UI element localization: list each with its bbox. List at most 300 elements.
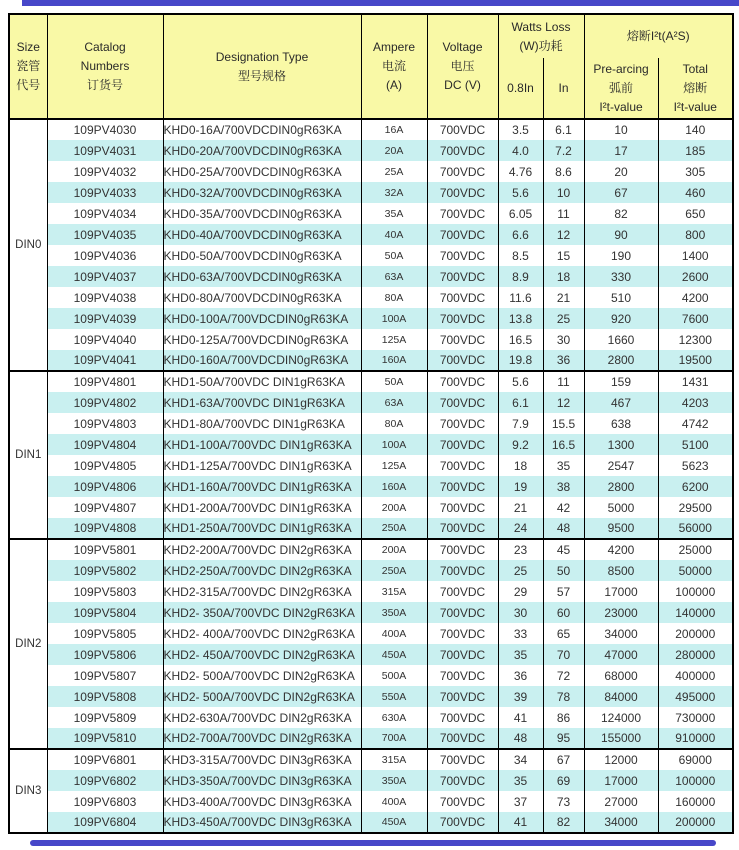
cell-voltage: 700VDC	[427, 329, 498, 350]
header-total-en: Total	[682, 61, 708, 76]
cell-voltage: 700VDC	[427, 224, 498, 245]
cell-watts-in: 57	[543, 581, 584, 602]
cell-total-i2t: 100000	[658, 770, 733, 791]
cell-voltage: 700VDC	[427, 161, 498, 182]
cell-total-i2t: 56000	[658, 518, 733, 539]
header-voltage-zh: 电压	[450, 59, 475, 73]
cell-voltage: 700VDC	[427, 623, 498, 644]
table-row	[9, 812, 733, 833]
cell-watts-in: 48	[543, 518, 584, 539]
cell-total-i2t: 5100	[658, 434, 733, 455]
cell-total-i2t: 305	[658, 161, 733, 182]
header-i2t	[584, 14, 733, 58]
cell-total-i2t: 4742	[658, 413, 733, 434]
cell-catalog: 109PV5803	[47, 581, 163, 602]
cell-prearcing-i2t: 17000	[584, 770, 658, 791]
header-catalog-l2: Numbers	[80, 59, 130, 73]
cell-total-i2t: 7600	[658, 308, 733, 329]
cell-total-i2t: 140	[658, 119, 733, 140]
cell-total-i2t: 4200	[658, 287, 733, 308]
cell-watts-in: 60	[543, 602, 584, 623]
cell-designation: KHD2-200A/700VDC DIN2gR63KA	[163, 539, 361, 560]
cell-total-i2t: 6200	[658, 476, 733, 497]
cell-total-i2t: 5623	[658, 455, 733, 476]
cell-catalog: 109PV4037	[47, 266, 163, 287]
cell-prearcing-i2t: 190	[584, 245, 658, 266]
cell-voltage: 700VDC	[427, 560, 498, 581]
header-watts-08in-label: 0.8In	[507, 80, 534, 95]
cell-catalog: 109PV4038	[47, 287, 163, 308]
cell-prearcing-i2t: 1300	[584, 434, 658, 455]
cell-ampere: 125A	[361, 455, 427, 476]
table-row	[9, 245, 733, 266]
cell-voltage: 700VDC	[427, 371, 498, 392]
cell-ampere: 160A	[361, 476, 427, 497]
cell-catalog: 109PV5810	[47, 728, 163, 749]
cell-voltage: 700VDC	[427, 728, 498, 749]
table-row	[9, 182, 733, 203]
cell-prearcing-i2t: 2547	[584, 455, 658, 476]
cell-ampere: 50A	[361, 371, 427, 392]
cell-prearcing-i2t: 34000	[584, 812, 658, 833]
table-row	[9, 434, 733, 455]
cell-prearcing-i2t: 4200	[584, 539, 658, 560]
cell-catalog: 109PV4033	[47, 182, 163, 203]
table-row	[9, 665, 733, 686]
cell-voltage: 700VDC	[427, 119, 498, 140]
cell-designation: KHD0-16A/700VDCDIN0gR63KA	[163, 119, 361, 140]
cell-voltage: 700VDC	[427, 539, 498, 560]
cell-watts-08in: 6.05	[498, 203, 543, 224]
cell-ampere: 100A	[361, 308, 427, 329]
cell-designation: KHD2- 450A/700VDC DIN2gR63KA	[163, 644, 361, 665]
cell-designation: KHD2- 500A/700VDC DIN2gR63KA	[163, 686, 361, 707]
cell-total-i2t: 29500	[658, 497, 733, 518]
cell-catalog: 109PV4035	[47, 224, 163, 245]
cell-voltage: 700VDC	[427, 203, 498, 224]
cell-watts-in: 35	[543, 455, 584, 476]
cell-ampere: 63A	[361, 392, 427, 413]
cell-watts-08in: 18	[498, 455, 543, 476]
cell-watts-08in: 6.1	[498, 392, 543, 413]
cell-total-i2t: 200000	[658, 623, 733, 644]
cell-watts-in: 15.5	[543, 413, 584, 434]
cell-designation: KHD1-125A/700VDC DIN1gR63KA	[163, 455, 361, 476]
header-watts-loss	[498, 14, 584, 58]
cell-total-i2t: 160000	[658, 791, 733, 812]
cell-watts-08in: 5.6	[498, 371, 543, 392]
cell-ampere: 160A	[361, 350, 427, 371]
cell-catalog: 109PV5802	[47, 560, 163, 581]
header-watts-in	[543, 58, 584, 119]
header-watts-en: Watts Loss	[511, 19, 571, 34]
table-row	[9, 161, 733, 182]
cell-prearcing-i2t: 920	[584, 308, 658, 329]
cell-prearcing-i2t: 23000	[584, 602, 658, 623]
cell-prearcing-i2t: 638	[584, 413, 658, 434]
cell-watts-in: 15	[543, 245, 584, 266]
table-header	[9, 14, 733, 119]
cell-catalog: 109PV4807	[47, 497, 163, 518]
cell-total-i2t: 4203	[658, 392, 733, 413]
cell-catalog: 109PV4032	[47, 161, 163, 182]
header-prearcing	[584, 58, 658, 119]
header-ampere-en: Ampere	[372, 40, 416, 54]
table-row	[9, 308, 733, 329]
header-watts-in-label: In	[558, 80, 569, 95]
cell-watts-in: 86	[543, 707, 584, 728]
cell-voltage: 700VDC	[427, 812, 498, 833]
cell-watts-08in: 30	[498, 602, 543, 623]
cell-catalog: 109PV6801	[47, 749, 163, 770]
cell-prearcing-i2t: 2800	[584, 476, 658, 497]
cell-watts-in: 18	[543, 266, 584, 287]
cell-designation: KHD1-80A/700VDC DIN1gR63KA	[163, 413, 361, 434]
cell-watts-in: 21	[543, 287, 584, 308]
fuse-table-container	[8, 13, 734, 834]
cell-catalog: 109PV5806	[47, 644, 163, 665]
table-row	[9, 413, 733, 434]
cell-designation: KHD1-200A/700VDC DIN1gR63KA	[163, 497, 361, 518]
cell-ampere: 400A	[361, 791, 427, 812]
cell-watts-in: 8.6	[543, 161, 584, 182]
header-total-unit: I²t-value	[673, 99, 717, 114]
cell-prearcing-i2t: 2800	[584, 350, 658, 371]
cell-catalog: 109PV4805	[47, 455, 163, 476]
header-prearcing-en: Pre-arcing	[593, 61, 649, 76]
fuse-spec-table	[8, 13, 734, 834]
cell-ampere: 200A	[361, 497, 427, 518]
cell-ampere: 63A	[361, 266, 427, 287]
cell-watts-in: 50	[543, 560, 584, 581]
table-row	[9, 224, 733, 245]
cell-catalog: 109PV5805	[47, 623, 163, 644]
cell-prearcing-i2t: 330	[584, 266, 658, 287]
cell-size-group: DIN2	[9, 539, 47, 749]
table-row	[9, 749, 733, 770]
cell-ampere: 315A	[361, 581, 427, 602]
cell-watts-08in: 21	[498, 497, 543, 518]
table-row	[9, 707, 733, 728]
cell-voltage: 700VDC	[427, 644, 498, 665]
cell-watts-08in: 7.9	[498, 413, 543, 434]
cell-catalog: 109PV4041	[47, 350, 163, 371]
cell-prearcing-i2t: 467	[584, 392, 658, 413]
cell-watts-08in: 34	[498, 749, 543, 770]
cell-designation: KHD0-100A/700VDCDIN0gR63KA	[163, 308, 361, 329]
cell-voltage: 700VDC	[427, 518, 498, 539]
cell-ampere: 125A	[361, 329, 427, 350]
header-i2t-title: 熔断I²t(A²S)	[626, 29, 690, 43]
bottom-accent-bar	[30, 840, 716, 846]
cell-prearcing-i2t: 90	[584, 224, 658, 245]
cell-catalog: 109PV4808	[47, 518, 163, 539]
cell-prearcing-i2t: 84000	[584, 686, 658, 707]
cell-total-i2t: 50000	[658, 560, 733, 581]
cell-watts-08in: 19	[498, 476, 543, 497]
cell-watts-in: 82	[543, 812, 584, 833]
cell-watts-in: 67	[543, 749, 584, 770]
cell-designation: KHD0-50A/700VDCDIN0gR63KA	[163, 245, 361, 266]
cell-voltage: 700VDC	[427, 392, 498, 413]
table-row	[9, 371, 733, 392]
cell-designation: KHD2-630A/700VDC DIN2gR63KA	[163, 707, 361, 728]
cell-designation: KHD1-160A/700VDC DIN1gR63KA	[163, 476, 361, 497]
cell-designation: KHD0-125A/700VDCDIN0gR63KA	[163, 329, 361, 350]
cell-watts-08in: 8.5	[498, 245, 543, 266]
cell-total-i2t: 495000	[658, 686, 733, 707]
cell-catalog: 109PV4031	[47, 140, 163, 161]
cell-prearcing-i2t: 20	[584, 161, 658, 182]
cell-catalog: 109PV4039	[47, 308, 163, 329]
cell-voltage: 700VDC	[427, 770, 498, 791]
cell-catalog: 109PV5804	[47, 602, 163, 623]
cell-prearcing-i2t: 47000	[584, 644, 658, 665]
table-row	[9, 560, 733, 581]
table-row	[9, 770, 733, 791]
cell-designation: KHD2-250A/700VDC DIN2gR63KA	[163, 560, 361, 581]
cell-ampere: 500A	[361, 665, 427, 686]
header-watts-zh: (W)功耗	[519, 38, 563, 53]
cell-size-group: DIN3	[9, 749, 47, 833]
table-row	[9, 518, 733, 539]
header-designation-zh: 型号规格	[237, 68, 286, 83]
cell-watts-08in: 29	[498, 581, 543, 602]
cell-watts-in: 72	[543, 665, 584, 686]
cell-watts-in: 30	[543, 329, 584, 350]
cell-total-i2t: 69000	[658, 749, 733, 770]
cell-total-i2t: 1431	[658, 371, 733, 392]
cell-prearcing-i2t: 8500	[584, 560, 658, 581]
cell-watts-08in: 8.9	[498, 266, 543, 287]
table-row	[9, 644, 733, 665]
cell-ampere: 450A	[361, 644, 427, 665]
cell-catalog: 109PV5807	[47, 665, 163, 686]
cell-prearcing-i2t: 82	[584, 203, 658, 224]
cell-voltage: 700VDC	[427, 707, 498, 728]
cell-ampere: 250A	[361, 518, 427, 539]
cell-watts-in: 16.5	[543, 434, 584, 455]
header-catalog-zh: 订货号	[86, 78, 123, 92]
cell-catalog: 109PV4034	[47, 203, 163, 224]
table-row	[9, 602, 733, 623]
header-designation-en: Designation Type	[215, 49, 309, 64]
cell-prearcing-i2t: 10	[584, 119, 658, 140]
cell-ampere: 25A	[361, 161, 427, 182]
header-ampere-unit: (A)	[386, 78, 402, 92]
cell-voltage: 700VDC	[427, 434, 498, 455]
cell-watts-08in: 5.6	[498, 182, 543, 203]
header-size-en: Size	[16, 40, 40, 54]
cell-designation: KHD2-700A/700VDC DIN2gR63KA	[163, 728, 361, 749]
cell-voltage: 700VDC	[427, 581, 498, 602]
cell-size-group: DIN0	[9, 119, 47, 371]
cell-prearcing-i2t: 5000	[584, 497, 658, 518]
cell-voltage: 700VDC	[427, 476, 498, 497]
cell-designation: KHD3-400A/700VDC DIN3gR63KA	[163, 791, 361, 812]
cell-catalog: 109PV4806	[47, 476, 163, 497]
cell-ampere: 32A	[361, 182, 427, 203]
cell-catalog: 109PV4804	[47, 434, 163, 455]
table-row	[9, 497, 733, 518]
cell-ampere: 400A	[361, 623, 427, 644]
table-row	[9, 392, 733, 413]
top-accent-bar	[22, 0, 739, 6]
cell-designation: KHD2- 350A/700VDC DIN2gR63KA	[163, 602, 361, 623]
table-row	[9, 266, 733, 287]
cell-voltage: 700VDC	[427, 413, 498, 434]
cell-watts-08in: 4.76	[498, 161, 543, 182]
header-total-zh: 熔断	[683, 80, 708, 95]
cell-designation: KHD3-315A/700VDC DIN3gR63KA	[163, 749, 361, 770]
cell-watts-08in: 33	[498, 623, 543, 644]
cell-watts-in: 10	[543, 182, 584, 203]
header-size-zh2: 代号	[16, 78, 41, 92]
cell-voltage: 700VDC	[427, 686, 498, 707]
cell-total-i2t: 460	[658, 182, 733, 203]
cell-prearcing-i2t: 12000	[584, 749, 658, 770]
cell-prearcing-i2t: 510	[584, 287, 658, 308]
table-row	[9, 350, 733, 371]
cell-ampere: 450A	[361, 812, 427, 833]
cell-prearcing-i2t: 1660	[584, 329, 658, 350]
cell-size-group: DIN1	[9, 371, 47, 539]
header-total	[658, 58, 733, 119]
cell-watts-in: 6.1	[543, 119, 584, 140]
cell-watts-08in: 37	[498, 791, 543, 812]
header-watts-08in	[498, 58, 543, 119]
cell-total-i2t: 12300	[658, 329, 733, 350]
table-row	[9, 791, 733, 812]
cell-watts-08in: 36	[498, 665, 543, 686]
cell-watts-08in: 39	[498, 686, 543, 707]
cell-total-i2t: 140000	[658, 602, 733, 623]
cell-watts-08in: 9.2	[498, 434, 543, 455]
cell-total-i2t: 650	[658, 203, 733, 224]
cell-catalog: 109PV5801	[47, 539, 163, 560]
cell-total-i2t: 280000	[658, 644, 733, 665]
cell-prearcing-i2t: 27000	[584, 791, 658, 812]
cell-voltage: 700VDC	[427, 266, 498, 287]
cell-ampere: 250A	[361, 560, 427, 581]
cell-ampere: 700A	[361, 728, 427, 749]
cell-catalog: 109PV4030	[47, 119, 163, 140]
cell-total-i2t: 1400	[658, 245, 733, 266]
cell-voltage: 700VDC	[427, 497, 498, 518]
cell-catalog: 109PV4803	[47, 413, 163, 434]
cell-voltage: 700VDC	[427, 749, 498, 770]
cell-watts-in: 45	[543, 539, 584, 560]
cell-total-i2t: 800	[658, 224, 733, 245]
cell-prearcing-i2t: 34000	[584, 623, 658, 644]
cell-prearcing-i2t: 124000	[584, 707, 658, 728]
header-voltage	[427, 14, 498, 119]
header-ampere	[361, 14, 427, 119]
cell-total-i2t: 100000	[658, 581, 733, 602]
table-row	[9, 728, 733, 749]
cell-voltage: 700VDC	[427, 245, 498, 266]
cell-watts-08in: 35	[498, 644, 543, 665]
cell-prearcing-i2t: 17	[584, 140, 658, 161]
cell-ampere: 200A	[361, 539, 427, 560]
cell-designation: KHD0-32A/700VDCDIN0gR63KA	[163, 182, 361, 203]
table-row	[9, 119, 733, 140]
header-catalog	[47, 14, 163, 119]
cell-watts-08in: 13.8	[498, 308, 543, 329]
cell-watts-08in: 23	[498, 539, 543, 560]
cell-designation: KHD3-450A/700VDC DIN3gR63KA	[163, 812, 361, 833]
cell-prearcing-i2t: 68000	[584, 665, 658, 686]
table-row	[9, 686, 733, 707]
cell-designation: KHD0-35A/700VDCDIN0gR63KA	[163, 203, 361, 224]
cell-watts-08in: 25	[498, 560, 543, 581]
cell-watts-08in: 3.5	[498, 119, 543, 140]
cell-watts-08in: 41	[498, 707, 543, 728]
cell-ampere: 20A	[361, 140, 427, 161]
table-row	[9, 287, 733, 308]
cell-designation: KHD0-63A/700VDCDIN0gR63KA	[163, 266, 361, 287]
cell-total-i2t: 400000	[658, 665, 733, 686]
cell-voltage: 700VDC	[427, 140, 498, 161]
table-row	[9, 140, 733, 161]
cell-watts-in: 25	[543, 308, 584, 329]
header-voltage-en: Voltage	[442, 40, 483, 54]
cell-prearcing-i2t: 155000	[584, 728, 658, 749]
cell-catalog: 109PV4802	[47, 392, 163, 413]
cell-watts-in: 12	[543, 224, 584, 245]
cell-designation: KHD0-160A/700VDCDIN0gR63KA	[163, 350, 361, 371]
table-body	[9, 119, 733, 833]
cell-watts-08in: 35	[498, 770, 543, 791]
cell-voltage: 700VDC	[427, 287, 498, 308]
cell-voltage: 700VDC	[427, 791, 498, 812]
cell-watts-08in: 48	[498, 728, 543, 749]
cell-prearcing-i2t: 159	[584, 371, 658, 392]
cell-watts-in: 42	[543, 497, 584, 518]
cell-voltage: 700VDC	[427, 350, 498, 371]
cell-designation: KHD2-315A/700VDC DIN2gR63KA	[163, 581, 361, 602]
cell-watts-in: 69	[543, 770, 584, 791]
header-voltage-unit: DC (V)	[444, 78, 481, 92]
cell-catalog: 109PV6802	[47, 770, 163, 791]
cell-watts-in: 78	[543, 686, 584, 707]
cell-catalog: 109PV6803	[47, 791, 163, 812]
table-row	[9, 476, 733, 497]
header-size	[9, 14, 47, 119]
cell-designation: KHD0-20A/700VDCDIN0gR63KA	[163, 140, 361, 161]
header-prearcing-zh: 弧前	[608, 80, 633, 95]
cell-watts-in: 7.2	[543, 140, 584, 161]
cell-voltage: 700VDC	[427, 602, 498, 623]
cell-voltage: 700VDC	[427, 308, 498, 329]
table-row	[9, 329, 733, 350]
cell-ampere: 80A	[361, 413, 427, 434]
cell-designation: KHD2- 400A/700VDC DIN2gR63KA	[163, 623, 361, 644]
cell-designation: KHD3-350A/700VDC DIN3gR63KA	[163, 770, 361, 791]
cell-voltage: 700VDC	[427, 182, 498, 203]
cell-ampere: 80A	[361, 287, 427, 308]
cell-total-i2t: 19500	[658, 350, 733, 371]
cell-ampere: 630A	[361, 707, 427, 728]
cell-designation: KHD0-25A/700VDCDIN0gR63KA	[163, 161, 361, 182]
cell-watts-in: 65	[543, 623, 584, 644]
cell-watts-08in: 6.6	[498, 224, 543, 245]
cell-watts-in: 95	[543, 728, 584, 749]
cell-ampere: 50A	[361, 245, 427, 266]
cell-ampere: 315A	[361, 749, 427, 770]
header-prearcing-unit: I²t-value	[599, 99, 643, 114]
cell-prearcing-i2t: 67	[584, 182, 658, 203]
